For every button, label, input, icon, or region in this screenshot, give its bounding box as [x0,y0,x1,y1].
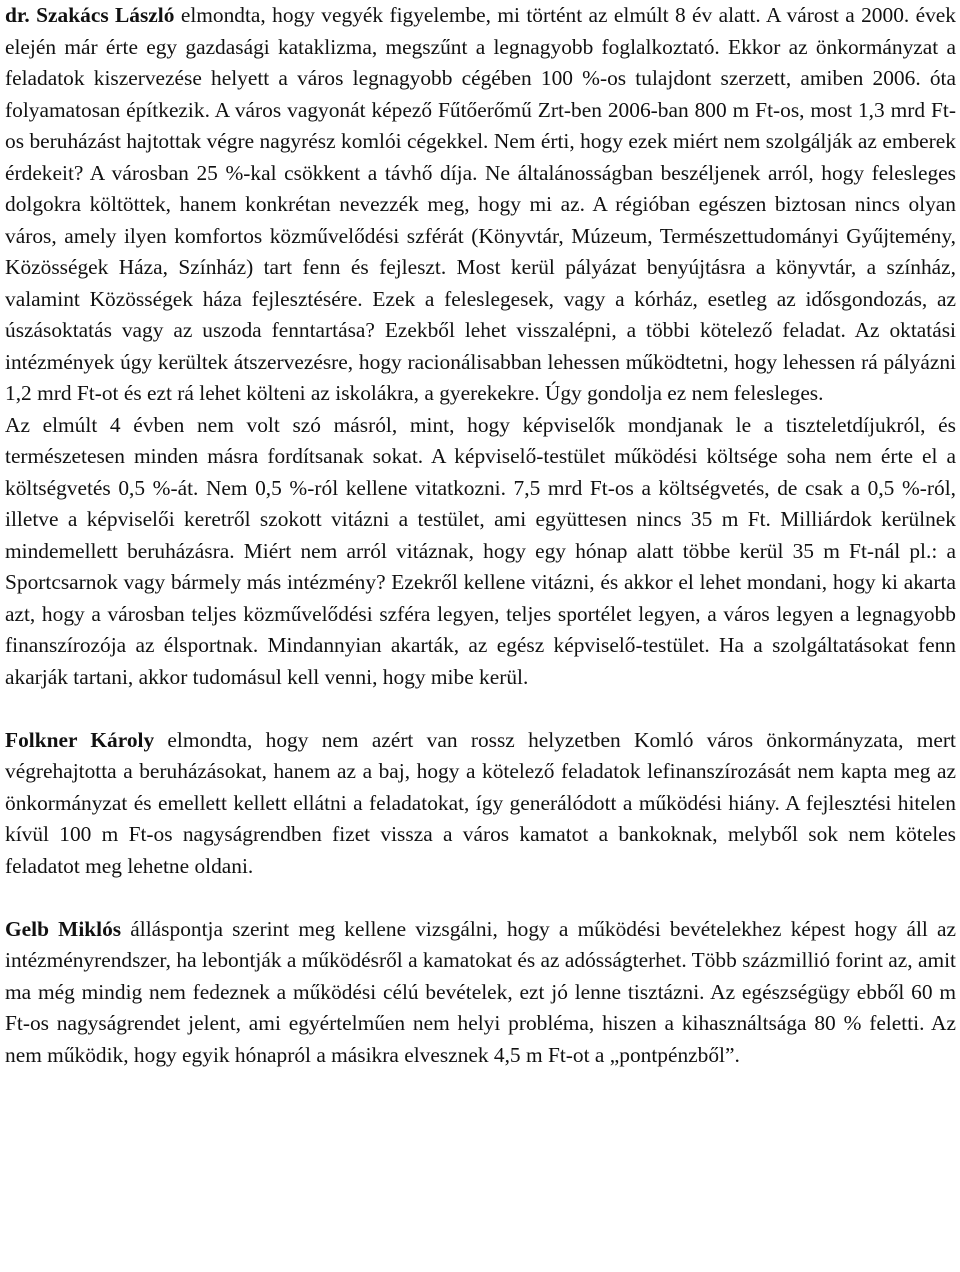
paragraph-gelb [5,914,956,1072]
speaker-name: Gelb Miklós [5,916,122,941]
paragraph-szakacs-continued [5,410,956,694]
speaker-name: Folkner Károly [5,727,155,752]
paragraph-szakacs [5,0,956,410]
paragraph-text: álláspontja szerint meg kellene vizsgálni, hogy a működési bevételekhez képest hogy áll az intézményrendszer, ha lebontják a működésről a kamatokat és az adósságterhet. Több százmillió forint az, amit ma még mindig nem fedeznek a működési célú bevételek, ezt jó lenne tisztázni. Az egészségügy ebből 60 m Ft-os nagyságrendet jelent, ami egyértelműen nem helyi probléma, hiszen a kihasználtsága 80 % feletti. Az nem működik, hogy egyik hónapról a másikra elvesznek 4,5 m Ft-ot a „pontpénzből”. [5,916,957,1067]
paragraph-folkner [5,725,956,883]
document-page [5,0,956,1272]
paragraph-text: Az elmúlt 4 évben nem volt szó másról, mint, hogy képviselők mondjanak le a tiszteletdíjukról, és természetesen minden másra fordítsanak sokat. A képviselő-testület működési költsége soha nem érte el a költségvetés 0,5 %-át. Nem 0,5 %-ról kellene vitatkozni. 7,5 mrd Ft-os a költségvetés, de csak a 0,5 %-ról, illetve a képviselői keretről szokott vitázni a testület, ami együttesen nincs 35 m Ft. Milliárdok kerülnek mindemellett beruházásra. Miért nem arról vitáznak, hogy egy hónap alatt többe kerül 35 m Ft-nál pl.: a Sportcsarnok vagy bármely más intézmény? Ezekről kellene vitázni, és akkor el lehet mondani, hogy ki akarta azt, hogy a városban teljes közművelődési szféra legyen, teljes sportélet legyen, a város legyen a legnagyobb finanszírozója az élsportnak. Mindannyian akarták, az egész képviselő-testület. Ha a szolgáltatásokat fenn akarják tartani, akkor tudomásul kell venni, hogy mibe kerül. [5,412,956,689]
paragraph-text: elmondta, hogy nem azért van rossz helyzetben Komló város önkormányzata, mert végrehajtotta a beruházásokat, hanem az a baj, hogy a kötelező feladatok lefinanszírozását nem kapta meg az önkormányzat és emellett kellett ellátni a feladatokat, így generálódott a működési hiány. A fejlesztési hitelen kívül 100 m Ft-os nagyságrendben fizet vissza a város kamatot a bankoknak, melyből sok nem köteles feladatot meg lehetne oldani. [5,727,956,878]
paragraph-text: elmondta, hogy vegyék figyelembe, mi történt az elmúlt 8 év alatt. A várost a 2000. évek elején már érte egy gazdasági kataklizma, megszűnt a legnagyobb foglalkoztató. Ekkor az önkormányzat a feladatok kiszervezése helyett a város legnagyobb cégében 100 %-os tulajdont szerzett, amiben 2006. óta folyamatosan építkezik. A város vagyonát képező Fűtőerőmű Zrt-ben 2006-ban 800 m Ft-os, most 1,3 mrd Ft-os beruházást hajtottak végre nagyrész komlói cégekkel. Nem érti, hogy ezek miért nem szolgálják az emberek érdekeit? A városban 25 %-kal csökkent a távhő díja. Ne általánosságban beszéljenek arról, hogy felesleges dolgokra költöttek, hanem konkrétan nevezzék meg, hogy mi az. A régióban egészen biztosan nincs olyan város, amely ilyen komfortos közművelődési szférát (Könyvtár, Múzeum, Természettudományi Gyűjtemény, Közösségek Háza, Színház) tart fenn és fejleszt. Most kerül pályázat benyújtásra a könyvtár, a színház, valamint Közösségek háza fejlesztésére. Ezek a feleslegesek, vagy a kórház, esetleg az idősgondozás, az úszásoktatás vagy az uszoda fenntartása? Ezekből lehet visszalépni, a többi kötelező feladat. Az oktatási intézmények úgy kerültek átszervezésre, hogy racionálisabban lehessen működtetni, hogy lehessen rá pályázni 1,2 mrd Ft-ot és ezt rá lehet költeni az iskolákra, a gyerekekre. Úgy gondolja ez nem felesleges. [5,3,956,405]
speaker-name: dr. Szakács László [5,3,175,27]
